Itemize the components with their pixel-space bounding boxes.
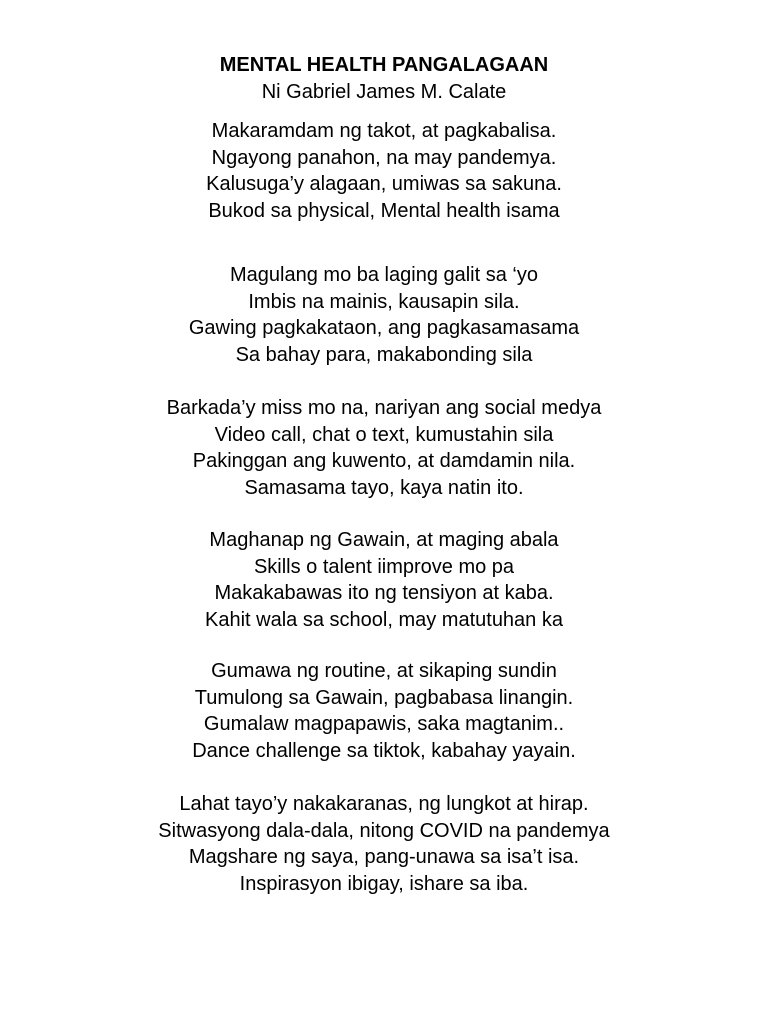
poem-line: Tumulong sa Gawain, pagbabasa linangin. <box>194 686 574 709</box>
stanza-5 <box>0 658 768 764</box>
poem-line: Magshare ng saya, pang-unawa sa isa’t isa. <box>188 846 580 868</box>
poem-line: Skills o talent iimprove mo pa <box>253 555 515 578</box>
poem-line: Sa bahay para, makabonding sila <box>235 343 533 366</box>
poem-line: Sitwasyong dala-dala, nitong COVID na pandemya <box>158 819 610 842</box>
poem-line: Samasama tayo, kaya natin ito. <box>244 476 524 499</box>
poem-line: Ngayong panahon, na may pandemya. <box>211 146 557 169</box>
poem-title: MENTAL HEALTH PANGALAGAAN <box>219 54 549 76</box>
poem-line: Imbis na mainis, kausapin sila. <box>248 290 520 313</box>
poem-line: Barkada’y miss mo na, nariyan ang social medya <box>166 397 602 419</box>
poem-line: Kahit wala sa school, may matutuhan ka <box>205 608 563 631</box>
poem-line: Kalusuga’y alagaan, umiwas sa sakuna. <box>206 173 562 195</box>
poem-line: Gumawa ng routine, at sikaping sundin <box>211 660 557 682</box>
poem-line: Dance challenge sa tiktok, kabahay yayain. <box>192 739 576 762</box>
poem-line: Pakinggan ang kuwento, at damdamin nila. <box>192 450 576 472</box>
poem-line: Gawing pagkakataon, ang pagkasamasama <box>188 317 580 339</box>
stanza-4 <box>0 527 768 633</box>
stanza-2 <box>0 262 768 368</box>
poem-line: Bukod sa physical, Mental health isama <box>208 199 560 222</box>
stanza-1 <box>0 118 768 224</box>
poem-author: Ni Gabriel James M. Calate <box>261 81 507 103</box>
poem-line: Makakabawas ito ng tensiyon at kaba. <box>214 582 554 604</box>
poem-line: Maghanap ng Gawain, at maging abala <box>209 529 559 551</box>
poem-line: Inspirasyon ibigay, ishare sa iba. <box>239 872 529 895</box>
poem-line: Lahat tayo’y nakakaranas, ng lungkot at hirap. <box>179 793 589 815</box>
poem-line: Gumalaw magpapawis, saka magtanim.. <box>203 713 565 735</box>
stanza-6 <box>0 791 768 897</box>
poem-line: Makaramdam ng takot, at pagkabalisa. <box>211 120 557 142</box>
poem-line: Video call, chat o text, kumustahin sila <box>214 423 554 446</box>
stanza-3 <box>0 395 768 501</box>
poem-line: Magulang mo ba laging galit sa ‘yo <box>230 264 538 286</box>
